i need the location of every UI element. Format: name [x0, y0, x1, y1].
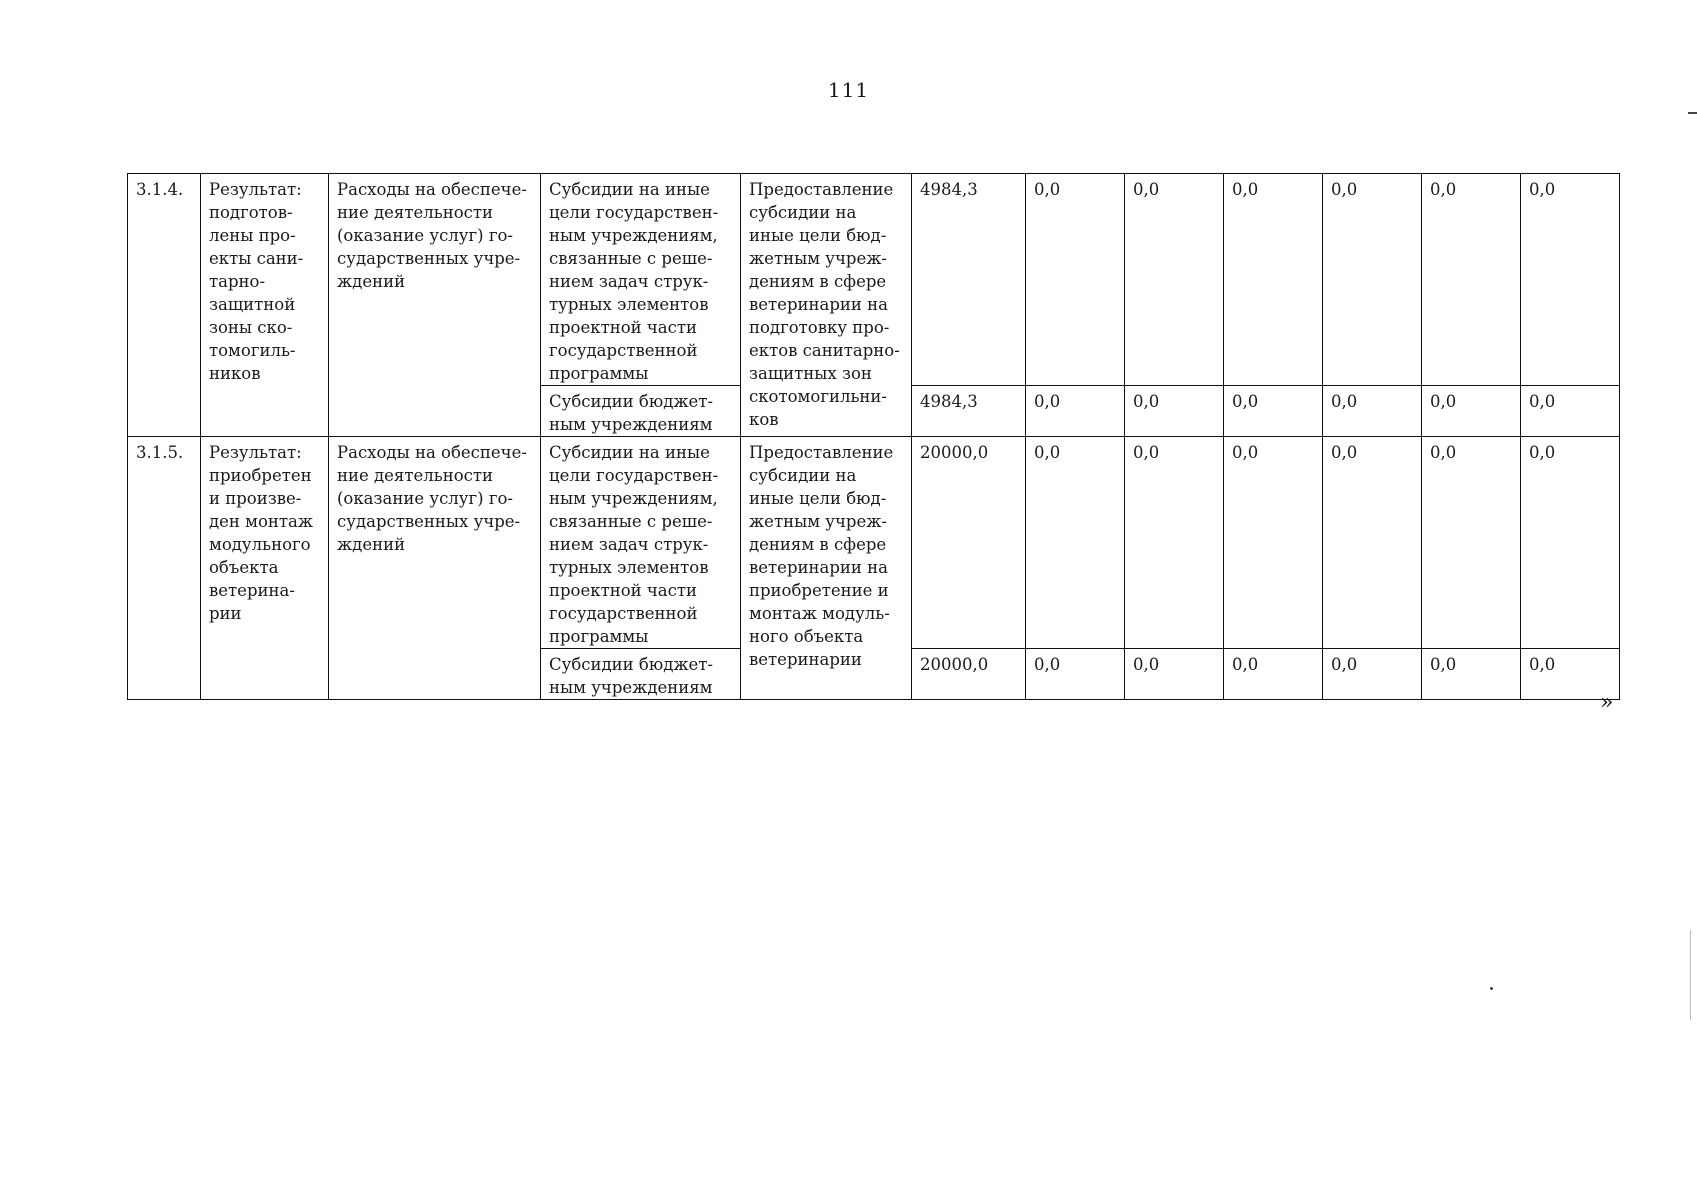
row-expense: Расходы на обеспече-ние деятельности (оказание услуг) го-сударственных учре-ждений [329, 437, 541, 700]
closing-quote: » [1600, 690, 1614, 715]
value-cell: 0,0 [1422, 649, 1521, 700]
row-description: Предоставление субсидии на иные цели бюд-жетным учреж-дениям в сфере ветеринарии на подготовку про-ектов санитарно-защитных зон скотомогильни-ков [741, 174, 912, 437]
table-row [128, 437, 1620, 649]
value-cell: 0,0 [1521, 437, 1620, 649]
value-cell: 0,0 [1026, 437, 1125, 649]
value-cell: 0,0 [1521, 386, 1620, 437]
value-cell: 0,0 [1125, 174, 1224, 386]
value-cell: 0,0 [1323, 437, 1422, 649]
row-code: 3.1.4. [128, 174, 201, 437]
value-cell: 20000,0 [912, 649, 1026, 700]
row-description: Предоставление субсидии на иные цели бюд-жетным учреж-дениям в сфере ветеринарии на приобретение и монтаж модуль-ного объекта ветеринарии [741, 437, 912, 700]
value-cell: 4984,3 [912, 174, 1026, 386]
value-cell: 0,0 [1026, 649, 1125, 700]
budget-table [127, 173, 1620, 700]
scan-mark [1690, 930, 1691, 1020]
row-code: 3.1.5. [128, 437, 201, 700]
scan-mark [1688, 112, 1697, 114]
value-cell: 0,0 [1026, 386, 1125, 437]
value-cell: 0,0 [1323, 174, 1422, 386]
value-cell: 0,0 [1521, 174, 1620, 386]
subrow-type: Субсидии бюджет-ным учреждениям [541, 649, 741, 700]
value-cell: 0,0 [1323, 386, 1422, 437]
value-cell: 0,0 [1521, 649, 1620, 700]
value-cell: 0,0 [1224, 649, 1323, 700]
row-result: Результат: приобретен и произве-ден монтаж модульного объекта ветерина-рии [201, 437, 329, 700]
row-result: Результат: подготов-лены про-екты сани-тарно-защитной зоны ско-томогиль-ников [201, 174, 329, 437]
value-cell: 0,0 [1422, 386, 1521, 437]
value-cell: 0,0 [1026, 174, 1125, 386]
value-cell: 0,0 [1224, 386, 1323, 437]
value-cell: 0,0 [1125, 437, 1224, 649]
value-cell: 0,0 [1323, 649, 1422, 700]
subrow-type: Субсидии на иные цели государствен-ным учреждениям, связанные с реше-нием задач струк-турных элементов проектной части государственной программы [541, 437, 741, 649]
value-cell: 0,0 [1125, 649, 1224, 700]
value-cell: 0,0 [1125, 386, 1224, 437]
page-number: 111 [827, 78, 870, 102]
subrow-type: Субсидии на иные цели государствен-ным учреждениям, связанные с реше-нием задач струк-турных элементов проектной части государственной программы [541, 174, 741, 386]
value-cell: 0,0 [1224, 437, 1323, 649]
value-cell: 0,0 [1224, 174, 1323, 386]
value-cell: 20000,0 [912, 437, 1026, 649]
table-row [128, 174, 1620, 386]
value-cell: 0,0 [1422, 437, 1521, 649]
row-expense: Расходы на обеспече-ние деятельности (оказание услуг) го-сударственных учре-ждений [329, 174, 541, 437]
subrow-type: Субсидии бюджет-ным учреждениям [541, 386, 741, 437]
scan-mark [1490, 987, 1493, 990]
value-cell: 0,0 [1422, 174, 1521, 386]
value-cell: 4984,3 [912, 386, 1026, 437]
